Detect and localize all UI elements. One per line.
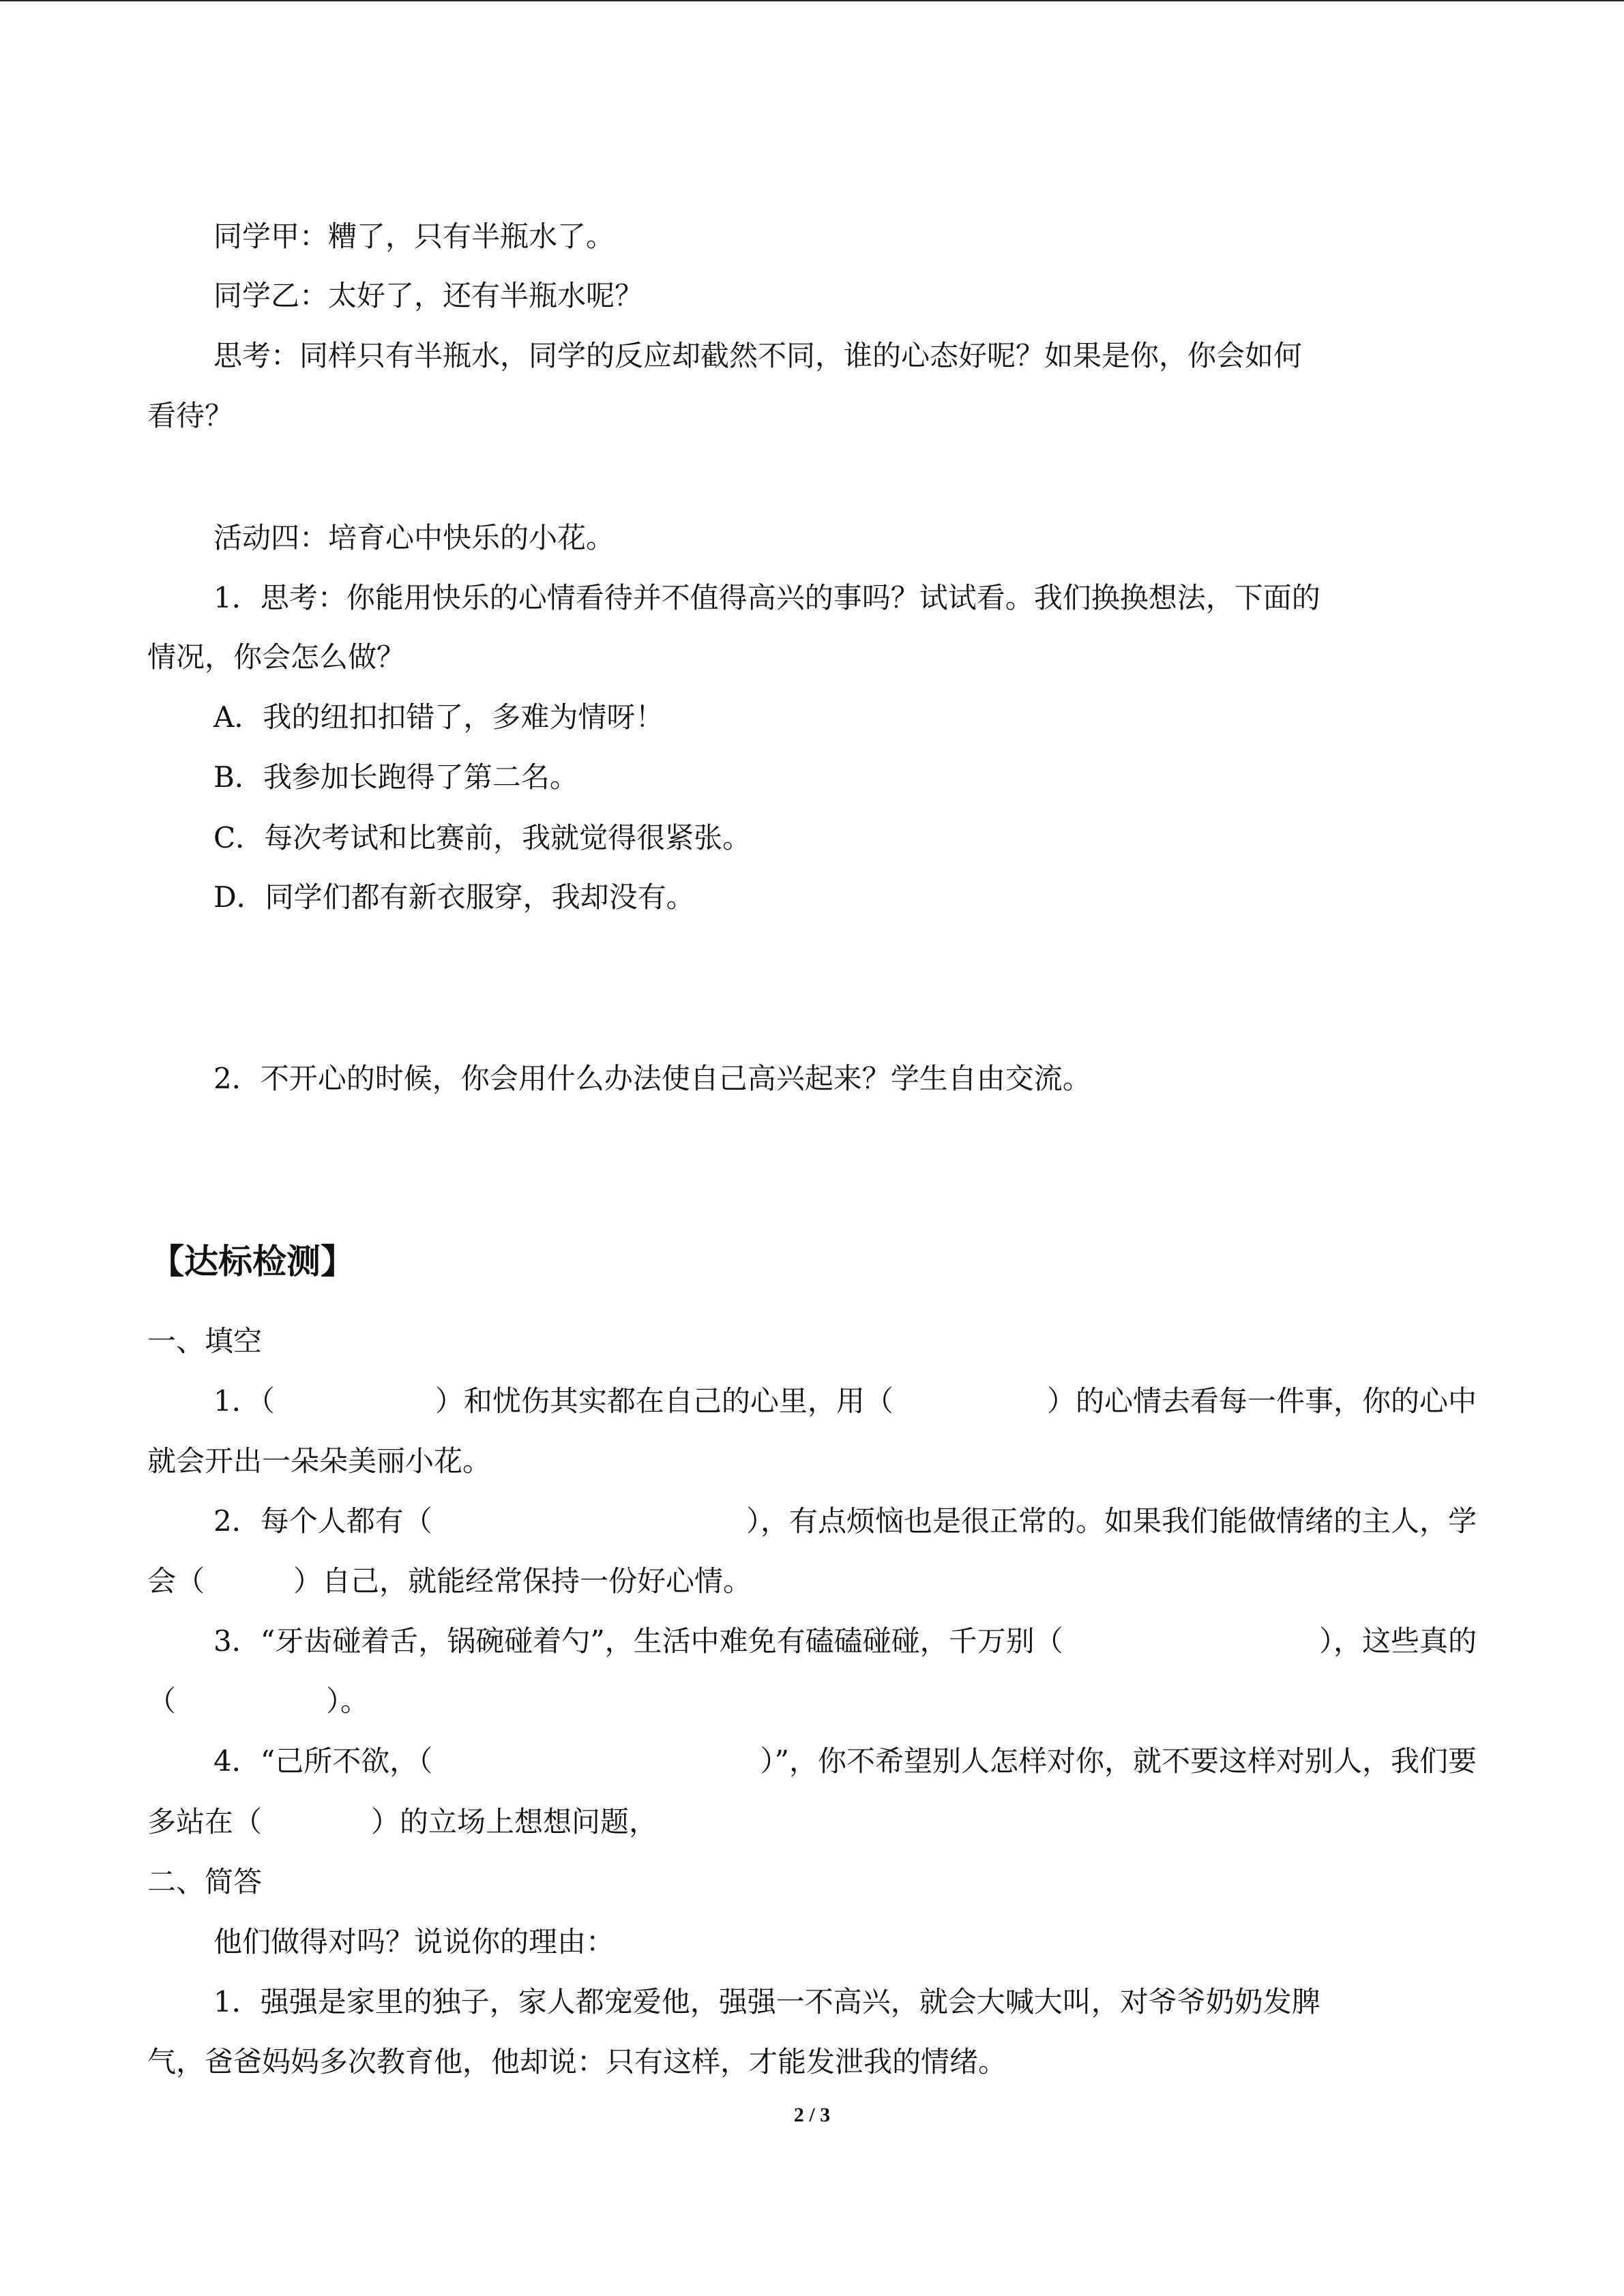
- fill-4-part-a: 4．“己所不欲，（: [213, 1744, 433, 1778]
- activity4-title: 活动四：培育心中快乐的小花。: [213, 521, 615, 554]
- fill-3-part-a: 3．“牙齿碰着舌，锅碗碰着勺”，生活中难免有磕磕碰碰，千万别（: [213, 1624, 1063, 1658]
- fill-4-line2-part-a: 多站在（: [147, 1805, 263, 1838]
- fill-question-4-line2: [147, 1802, 658, 1843]
- dialogue-student-b: 同学乙：太好了，还有半瓶水呢？: [213, 279, 644, 312]
- short-answer-1-line2: 气，爸爸妈妈多次教育他，他却说：只有这样，才能发泄我的情绪。: [147, 2045, 1007, 2078]
- fill-4-part-b: ）”，你不希望别人怎样对你，就不要这样对别人，我们要: [760, 1744, 1477, 1778]
- fill-question-1-line1: [213, 1381, 1477, 1422]
- option-a: A．我的纽扣扣错了，多难为情呀！: [213, 700, 664, 734]
- answer-blank: [1130, 1621, 1252, 1662]
- activity4-q1-line2: 情况，你会怎么做？: [147, 640, 406, 674]
- short-answer-1-line1: 1．强强是家里的独子，家人都宠爱他，强强一不高兴，就会大喊大叫，对爷爷奶奶发脾: [213, 1985, 1320, 2018]
- page-number: 2 / 3: [793, 2104, 831, 2126]
- option-d: D．同学们都有新衣服穿，我却没有。: [213, 880, 695, 914]
- activity4-q2: 2．不开心的时候，你会用什么办法使自己高兴起来？学生自由交流。: [213, 1062, 1091, 1095]
- fill-2-line2-part-b: ）自己，就能经常保持一份好心情。: [293, 1564, 752, 1598]
- fill-3-part-b: ），这些真的: [1318, 1624, 1477, 1658]
- dialogue-student-a: 同学甲：糟了，只有半瓶水了。: [213, 220, 615, 253]
- fill-2-part-a: 2．每个人都有（: [213, 1504, 432, 1538]
- fill-1-part-c: ）的心情去看每一件事，你的心中: [1046, 1384, 1477, 1418]
- fill-4-line2-part-b: ）的立场上想想问题，: [371, 1805, 658, 1838]
- fill-2-part-b: ），有点烦恼也是很正常的。如果我们能做情绪的主人，学: [745, 1504, 1477, 1538]
- think-question-line2: 看待？: [147, 399, 234, 432]
- fill-question-3-line2: [147, 1681, 369, 1722]
- fill-1-part-a: 1．（: [213, 1384, 275, 1418]
- fill-question-2-line2: [147, 1561, 752, 1602]
- fill-question-3-line1: [213, 1621, 1477, 1662]
- answer-blank: [304, 1381, 406, 1422]
- fill-question-2-line1: [213, 1501, 1477, 1542]
- option-c: C．每次考试和比赛前，我就觉得很紧张。: [213, 821, 752, 854]
- answer-blank: [922, 1381, 1018, 1422]
- fill-question-4-line1: [213, 1741, 1477, 1782]
- answer-blank: [497, 1741, 695, 1782]
- fill-3-line2-part-a: （: [147, 1684, 177, 1718]
- fill-2-line2-part-a: 会（: [147, 1564, 205, 1598]
- section-heading-test: 【达标检测】: [150, 1241, 355, 1281]
- answer-blank: [507, 1501, 671, 1542]
- fill-3-line2-part-b: ）。: [326, 1684, 370, 1718]
- short-answer-intro: 他们做得对吗？说说你的理由：: [213, 1925, 615, 1958]
- think-question-line1: 思考：同样只有半瓶水，同学的反应却截然不同，谁的心态好呢？如果是你，你会如何: [213, 339, 1303, 372]
- fill-1-part-b: ）和忧伤其实都在自己的心里，用（: [434, 1384, 894, 1418]
- activity4-q1-line1: 1．思考：你能用快乐的心情看待并不值得高兴的事吗？试试看。我们换换想法，下面的: [213, 581, 1320, 614]
- section-fill-blank-title: 一、填空: [147, 1324, 263, 1358]
- section-short-answer-title: 二、简答: [147, 1865, 263, 1898]
- fill-question-1-line2: 就会开出一朵朵美丽小花。: [147, 1444, 492, 1478]
- option-b: B．我参加长跑得了第二名。: [213, 760, 578, 794]
